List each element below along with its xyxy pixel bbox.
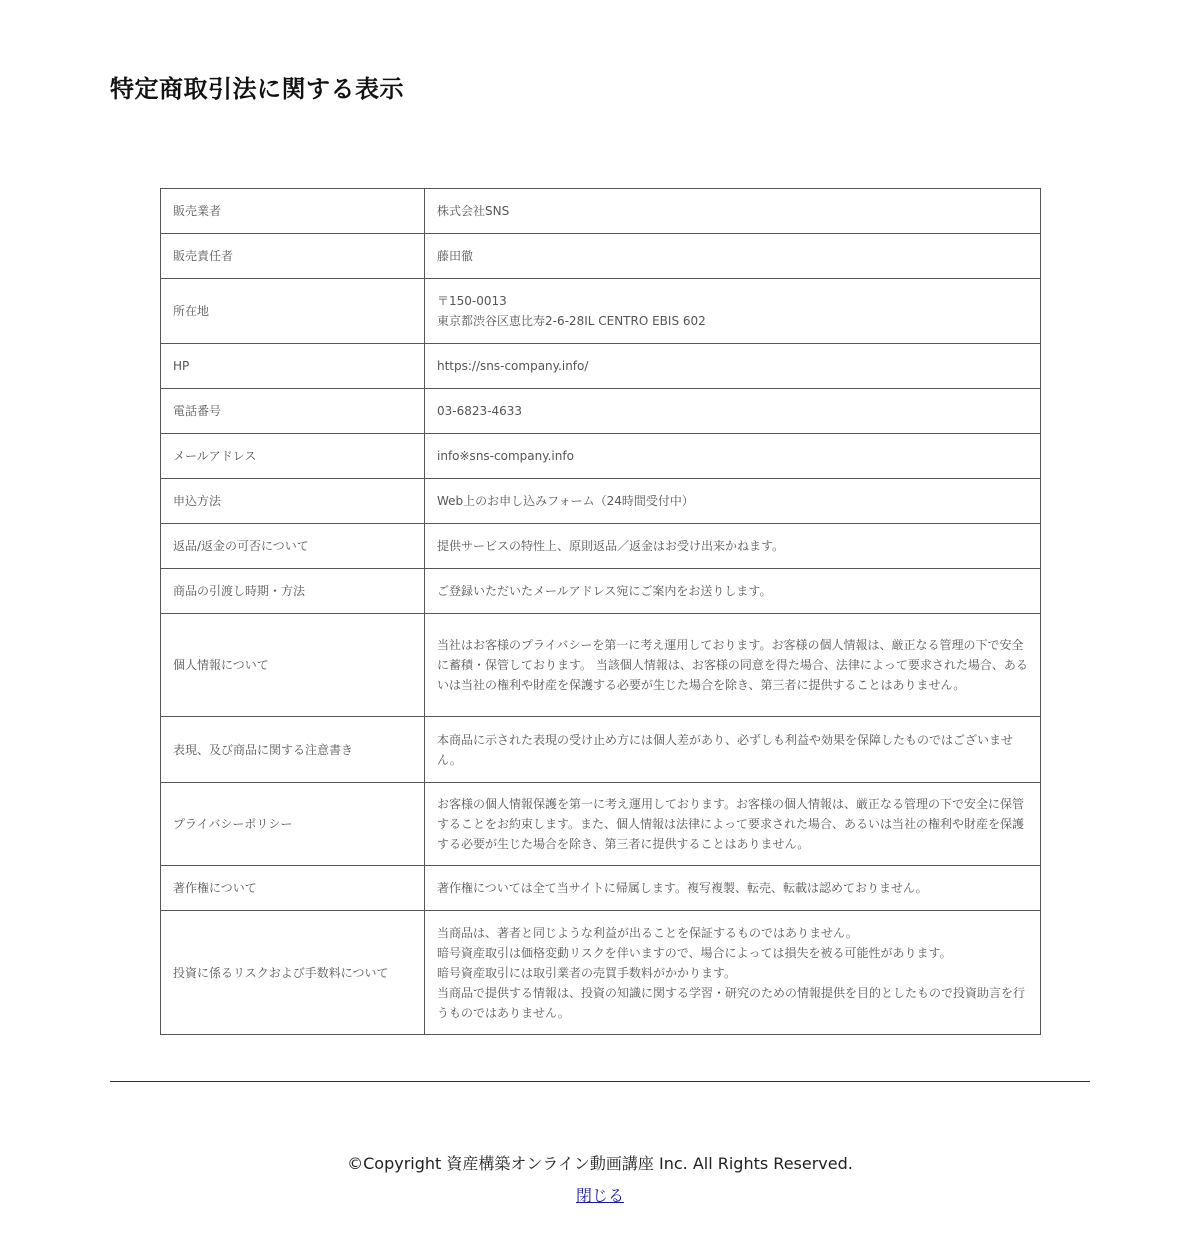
row-value (425, 783, 1041, 866)
row-value-line: 〒150-0013 (437, 294, 507, 308)
row-label: 所在地 (161, 279, 425, 344)
copyright-text: ©Copyright 資産構築オンライン動画講座 Inc. All Rights Reserved. (347, 1154, 853, 1173)
row-value-line: 東京都渋谷区恵比寿2-6-28IL CENTRO EBIS 602 (437, 314, 706, 328)
row-value (425, 614, 1041, 717)
row-value (425, 344, 1041, 389)
row-value (425, 279, 1041, 344)
row-value (425, 189, 1041, 234)
table-row (161, 569, 1041, 614)
row-value-line: 藤田徹 (437, 249, 474, 263)
row-label: 販売責任者 (161, 234, 425, 279)
row-value-line: 当社はお客様のプライバシーを第一に考え運用しております。お客様の個人情報は、厳正なる管理の下で安全に蓄積・保管しております。 当該個人情報は、お客様の同意を得た場合、法律によって要求された場合、あるいは当社の権利や財産を保護する必要が生じた場合を除き、第三者に提供することはありません。 (437, 638, 1028, 692)
row-value-line: Web上のお申し込みフォーム（24時間受付中） (437, 494, 694, 508)
row-value (425, 389, 1041, 434)
page-title: 特定商取引法に関する表示 (110, 75, 404, 103)
table-row (161, 614, 1041, 717)
row-label: 電話番号 (161, 389, 425, 434)
row-value (425, 866, 1041, 911)
row-value-line: 暗号資産取引は価格変動リスクを伴いますので、場合によっては損失を被る可能性があります。 (437, 945, 952, 960)
row-value (425, 911, 1041, 1035)
row-label: 表現、及び商品に関する注意書き (161, 717, 425, 783)
row-label: 販売業者 (161, 189, 425, 234)
footer-divider (110, 1081, 1090, 1082)
row-label: 個人情報について (161, 614, 425, 717)
table-row (161, 783, 1041, 866)
row-value (425, 524, 1041, 569)
table-row (161, 717, 1041, 783)
row-value (425, 234, 1041, 279)
row-value-line: https://sns-company.info/ (437, 359, 589, 373)
table-row (161, 279, 1041, 344)
row-label: メールアドレス (161, 434, 425, 479)
legal-info-table (160, 188, 1041, 1035)
table-row (161, 344, 1041, 389)
row-label: 投資に係るリスクおよび手数料について (161, 911, 425, 1035)
table-row (161, 479, 1041, 524)
row-value-line: 暗号資産取引には取引業者の売買手数料がかかります。 (437, 965, 737, 980)
row-value-line: お客様の個人情報保護を第一に考え運用しております。お客様の個人情報は、厳正なる管理の下で安全に保管することをお約束します。また、個人情報は法律によって要求された場合、あるいは当社の権利や財産を保護する必要が生じた場合を除き、第三者に提供することはありません。 (437, 797, 1025, 851)
row-value-line: ご登録いただいたメールアドレス宛にご案内をお送りします。 (437, 584, 772, 598)
row-value-line: 提供サービスの特性上、原則返品／返金はお受け出来かねます。 (437, 539, 785, 553)
table-row (161, 434, 1041, 479)
table-row (161, 189, 1041, 234)
row-value-line: 当商品は、著者と同じような利益が出ることを保証するものではありません。 (437, 925, 858, 940)
row-value-line: 03-6823-4633 (437, 404, 523, 418)
table-row (161, 911, 1041, 1035)
row-value (425, 717, 1041, 783)
row-value-line: 株式会社SNS (437, 204, 510, 218)
table-row (161, 234, 1041, 279)
row-value (425, 434, 1041, 479)
row-value-line: info※sns-company.info (437, 449, 574, 463)
row-label: 著作権について (161, 866, 425, 911)
row-label: 商品の引渡し時期・方法 (161, 569, 425, 614)
row-value (425, 569, 1041, 614)
row-value (425, 479, 1041, 524)
row-value-line: 当商品で提供する情報は、投資の知識に関する学習・研究のための情報提供を目的としたもので投資助言を行うものではありません。 (437, 985, 1026, 1020)
close-link[interactable]: 閉じる (575, 1186, 624, 1205)
row-label: HP (161, 344, 425, 389)
table-row (161, 524, 1041, 569)
close-link-wrap (0, 1184, 1200, 1208)
row-label: 返品/返金の可否について (161, 524, 425, 569)
row-value-line: 本商品に示された表現の受け止め方には個人差があり、必ずしも利益や効果を保障したものではございません。 (437, 732, 1014, 767)
row-label: プライバシーポリシー (161, 783, 425, 866)
table-row (161, 866, 1041, 911)
row-label: 申込方法 (161, 479, 425, 524)
row-value-line: 著作権については全て当サイトに帰属します。複写複製、転売、転載は認めておりません。 (437, 881, 928, 895)
table-row (161, 389, 1041, 434)
